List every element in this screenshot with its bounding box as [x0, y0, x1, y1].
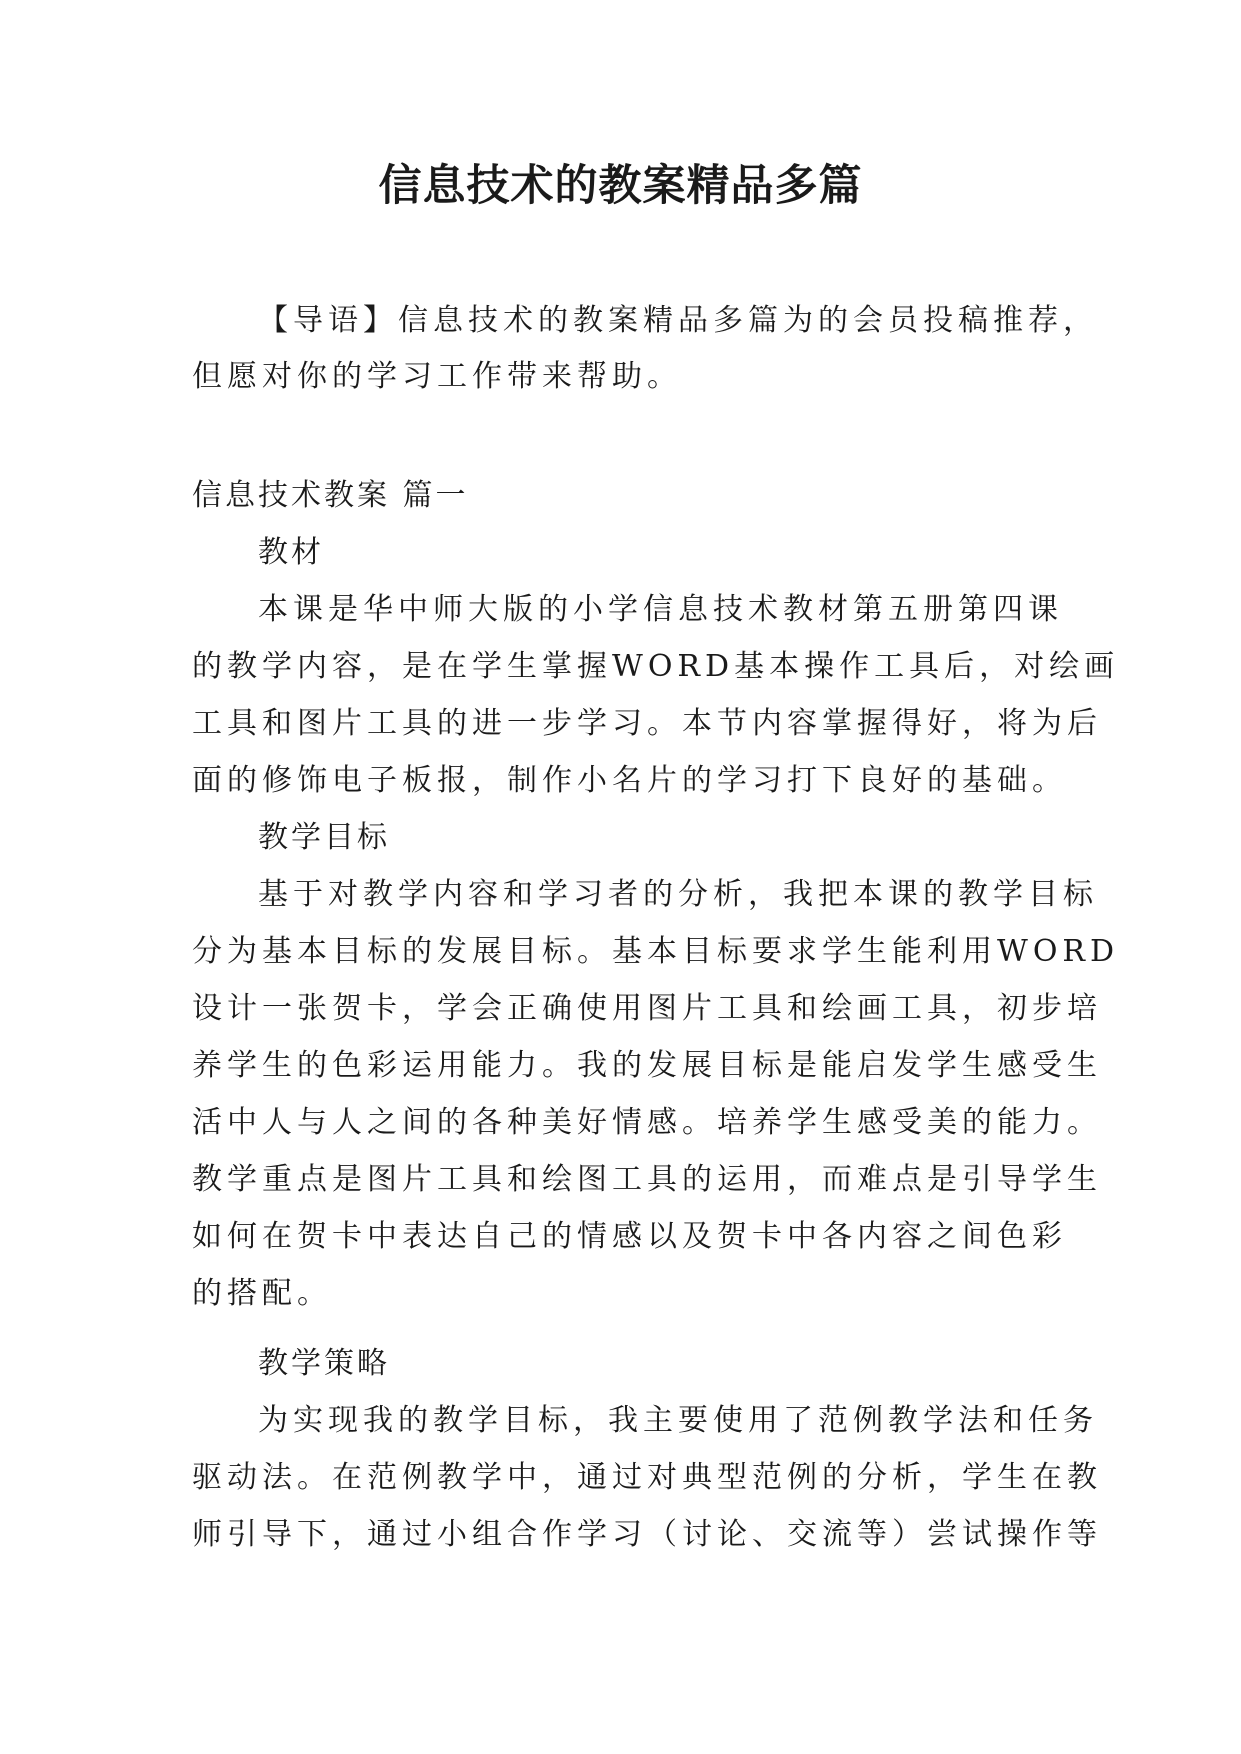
intro-line: 【导语】信息技术的教案精品多篇为的会员投稿推荐，	[258, 303, 1098, 338]
document-title: 信息技术的教案精品多篇	[378, 161, 863, 211]
paragraph-line: 养学生的色彩运用能力。我的发展目标是能启发学生感受生	[192, 1048, 1102, 1083]
paragraph-line: 工具和图片工具的进一步学习。本节内容掌握得好，将为后	[192, 706, 1102, 741]
section-title: 信息技术教案 篇一	[192, 478, 469, 513]
paragraph-line: 师引导下，通过小组合作学习（讨论、交流等）尝试操作等	[192, 1517, 1102, 1552]
paragraph-line: 教学重点是图片工具和绘图工具的运用，而难点是引导学生	[192, 1162, 1102, 1197]
paragraph-line: 为实现我的教学目标，我主要使用了范例教学法和任务	[258, 1403, 1098, 1438]
paragraph-line: 如何在贺卡中表达自己的情感以及贺卡中各内容之间色彩	[192, 1219, 1067, 1254]
paragraph-line: 基于对教学内容和学习者的分析，我把本课的教学目标	[258, 877, 1098, 912]
paragraph-line: 驱动法。在范例教学中，通过对典型范例的分析，学生在教	[192, 1460, 1102, 1495]
paragraph-line: 分为基本目标的发展目标。基本目标要求学生能利用WORD	[192, 934, 1120, 969]
subheading-objectives: 教学目标	[258, 820, 390, 855]
paragraph-line: 的搭配。	[192, 1276, 332, 1311]
subheading-textbook: 教材	[258, 535, 324, 570]
paragraph-line: 设计一张贺卡，学会正确使用图片工具和绘画工具，初步培	[192, 991, 1102, 1026]
paragraph-line: 的教学内容，是在学生掌握WORD基本操作工具后，对绘画	[192, 649, 1120, 684]
intro-line: 但愿对你的学习工作带来帮助。	[192, 359, 682, 394]
paragraph-line: 面的修饰电子板报，制作小名片的学习打下良好的基础。	[192, 763, 1067, 798]
paragraph-line: 活中人与人之间的各种美好情感。培养学生感受美的能力。	[192, 1105, 1102, 1140]
subheading-strategy: 教学策略	[258, 1346, 390, 1381]
paragraph-line: 本课是华中师大版的小学信息技术教材第五册第四课	[258, 592, 1063, 627]
